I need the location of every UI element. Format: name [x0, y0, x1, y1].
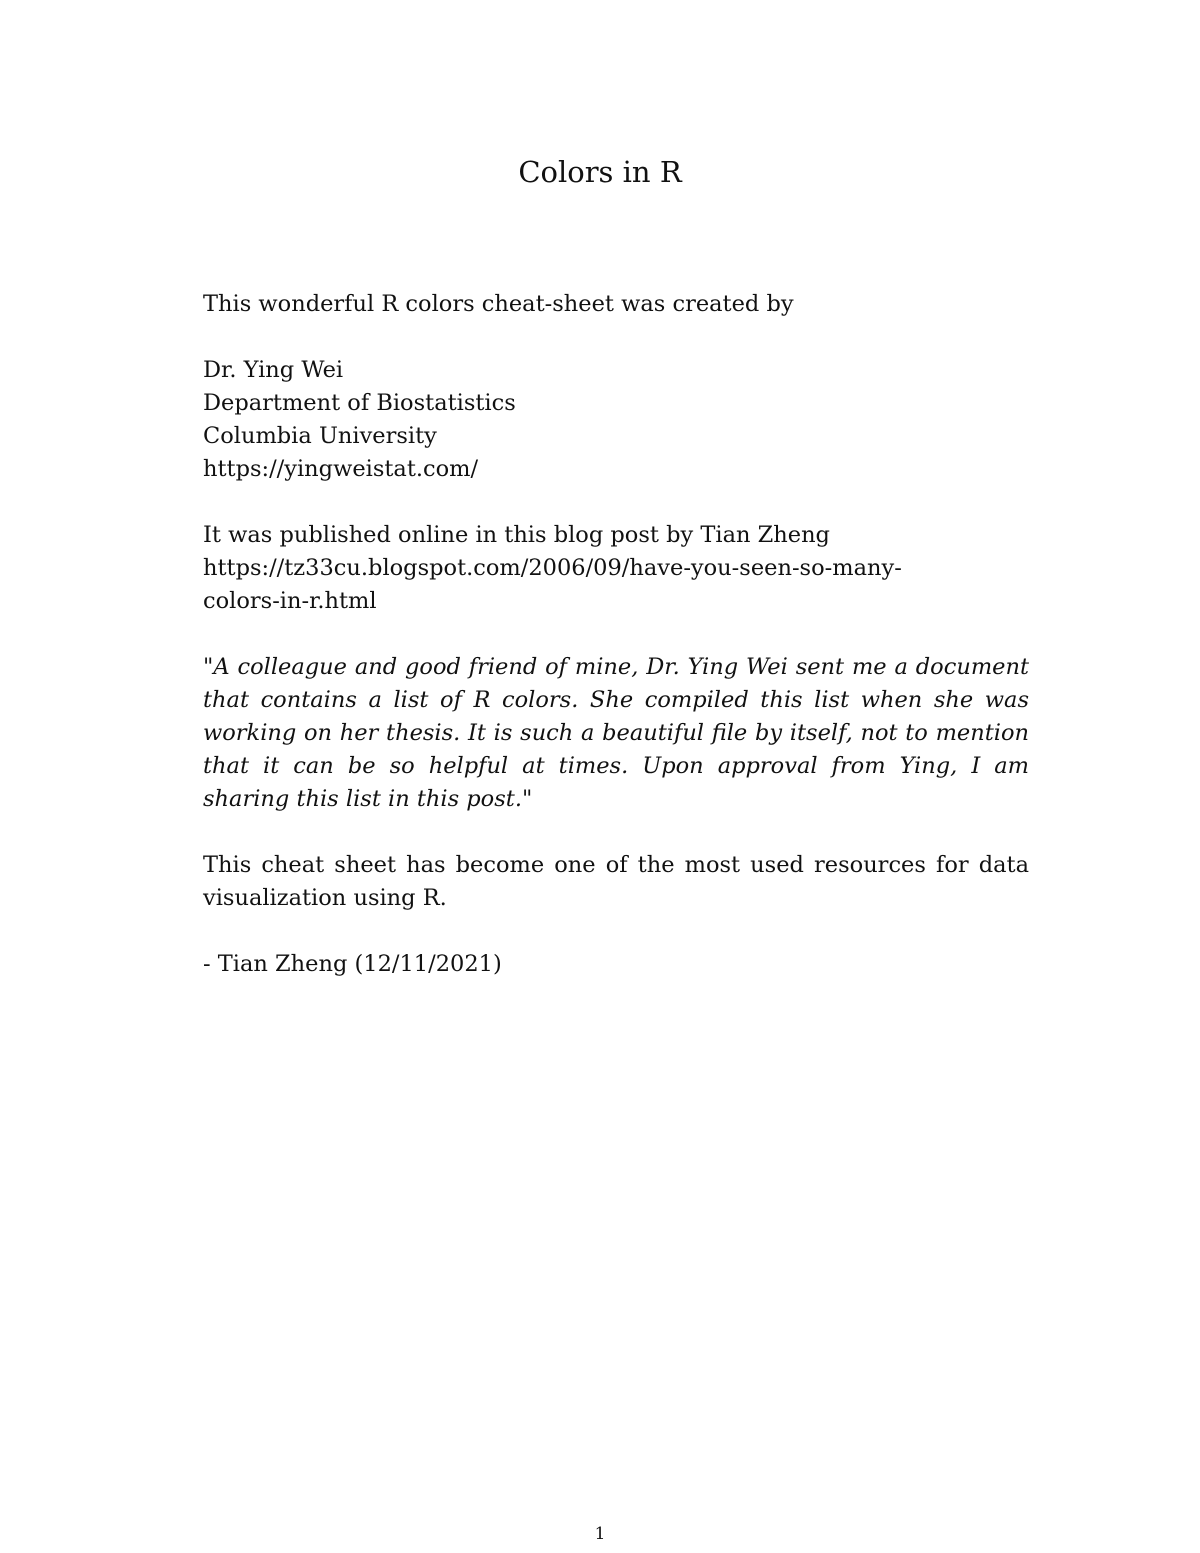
summary-paragraph: This cheat sheet has become one of the most used resources for data visualization using R. [203, 852, 1029, 911]
publication-block [203, 519, 1029, 618]
blog-url-part1[interactable]: https://tz33cu.blogspot.com/2006/09/have-you-seen-so-many- [203, 555, 902, 581]
signature: - Tian Zheng (12/11/2021) [203, 951, 502, 977]
publication-line: It was published online in this blog post by Tian Zheng [203, 522, 830, 548]
author-website-link[interactable]: https://yingweistat.com/ [203, 456, 479, 482]
blog-quote: "A colleague and good friend of mine, Dr. Ying Wei sent me a document that contains a list of R colors. She compiled this list when she was working on her thesis. It is such a beautiful file by itself, not to mention that it can be so helpful at times. Upon approval from Ying, I am sharing this list in this post." [203, 654, 1029, 812]
author-university: Columbia University [203, 423, 437, 449]
author-name: Dr. Ying Wei [203, 357, 344, 383]
page-number: 1 [594, 1524, 606, 1544]
author-block [203, 354, 1029, 486]
intro-paragraph: This wonderful R colors cheat-sheet was created by [203, 291, 794, 317]
blog-post-link-continued[interactable] [203, 585, 1029, 618]
blog-post-link[interactable] [203, 552, 1029, 585]
blog-url-part2[interactable]: colors-in-r.html [203, 588, 377, 614]
page-title: Colors in R [518, 155, 682, 189]
author-department: Department of Biostatistics [203, 390, 516, 416]
document-body [203, 288, 1029, 1014]
